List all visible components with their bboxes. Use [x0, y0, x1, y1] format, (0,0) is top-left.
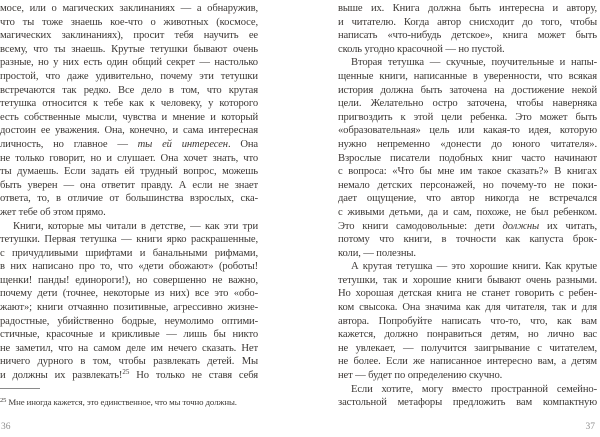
- text-line: не только говорит, но и слушает. Она хочет знать, что: [0, 152, 258, 164]
- text-line: встречаются так редко. Все дело в том, что крутая: [0, 84, 258, 96]
- text-line: быть уверен — она ответит правду. А если не знает: [0, 179, 258, 191]
- footnote-text: [0, 397, 258, 407]
- text-line: потому что книги, в точности как капуста брок-: [338, 234, 597, 246]
- text-line: выше их. Книга должна быть интересна и автору,: [338, 3, 597, 14]
- text-line: Взрослые писатели подобных книг часто начинают: [338, 152, 597, 164]
- text-line: «образовательная» цель или какая-то идея, которую: [338, 125, 597, 137]
- text-line: радостные, убийственно бодрые, неумолимо оптими-: [0, 315, 258, 327]
- text-line: с живыми детьми, да и сам, похоже, не был ребенком.: [338, 206, 597, 218]
- footnote-divider: [0, 388, 40, 389]
- left-page: [0, 0, 258, 437]
- text-line: и должны их развлекать!$^{25}$ Но только не ставя себя: [0, 368, 258, 382]
- right-page: [338, 0, 597, 437]
- text-line: ответа, то, в отличие от большинства взрослых, ска-: [0, 193, 258, 205]
- text-line: жет тебе об этом прямо.: [0, 206, 106, 218]
- text-line: тетушка относится к тебе как к человеку, у которого: [0, 98, 258, 110]
- text-line: немало детских персонажей, но почему-то не поки-: [338, 179, 597, 191]
- text-line: Это книги самодовольные: дети должны их читать,: [338, 220, 597, 232]
- text-line: жают»; книги отчаянно позитивные, агрессивно жизне-: [0, 302, 258, 314]
- text-line: коли, — полезны.: [338, 247, 416, 259]
- text-line: почему дети (точнее, некоторые из них) все это «обо-: [0, 288, 258, 300]
- text-line: автора. Попробуйте написать что-то, что, как вам: [338, 315, 597, 327]
- text-line: тетушки, так и хорошие книги бывают очень разными.: [338, 274, 597, 286]
- text-line: Книги, которые мы читали в детстве, — как эти три: [13, 220, 258, 232]
- text-line: пригвоздить к этой цели ребенка. Это может быть: [338, 111, 597, 123]
- text-line: тетушки. Первая тетушка — книги ярко раскрашенные,: [0, 234, 258, 246]
- footnote-marker: 25: [0, 397, 7, 404]
- text-line: есть собственные мысли, чувства и мнение и который: [0, 111, 258, 123]
- text-line: кажется, должно понравиться детям, но лично вас: [338, 329, 597, 341]
- text-lines: [338, 2, 597, 410]
- text-line: щенки! панды! единороги!), но совершенно не важно,: [0, 274, 258, 286]
- text-line: щенные книги, написанные в уверенности, что всякая: [338, 70, 597, 82]
- text-line: ничего дурного в том, чтобы развлекать детей. Мы: [0, 356, 258, 368]
- text-line: Если хотите, могу вместо пространной семейно-: [351, 383, 597, 395]
- text-line: А крутая тетушка — это хорошие книги. Как крутые: [351, 261, 597, 273]
- text-line: стичные, красочные и крикливые — лишь бы никто: [0, 329, 258, 341]
- text-line: дает ощущение, что автор никогда не встречался: [338, 193, 597, 205]
- text-line: написать «что-нибудь детское», книга может быть: [338, 30, 597, 42]
- text-line: история должна быть заточена на достижение некой: [338, 84, 597, 96]
- text-line: магических заклинаниях), просит тебя научить ее: [0, 30, 258, 42]
- text-line: сколь угодно красочной — но пустой.: [338, 43, 505, 55]
- text-line: и читателю. Когда автор снисходит до того, чтобы: [338, 16, 597, 28]
- text-line: не увлекает, — получится заигрывание с читателем,: [338, 342, 597, 354]
- text-line: простой, что даже удивительно, почему эти тетушки: [0, 70, 258, 82]
- text-line: мосе, или о магических заклинаниях — а обнаружив,: [0, 3, 258, 14]
- text-line: ты думаешь. Если задать ей трудный вопрос, можешь: [0, 166, 258, 178]
- text-line: нужно непременно «донести до юного читателя».: [338, 138, 597, 150]
- page-number-left: 36: [1, 422, 11, 432]
- text-line: в них написано про то, что «дети обожают» (роботы!: [0, 261, 258, 273]
- text-line: всему, что ты знаешь. Крутые тетушки бывают очень: [0, 43, 258, 55]
- text-line: застольной метафоры предложить вам компактную: [338, 397, 597, 409]
- footnote: [0, 388, 258, 407]
- text-line: разные, но у них есть один общий секрет — настолько: [0, 57, 258, 69]
- text-line: Вторая тетушка — скучные, поучительные и напы-: [351, 57, 597, 69]
- text-line: с вопроса: «Что бы мне им такое сказать?» В книгах: [338, 166, 597, 178]
- text-line: не более. Если же написанное интересно вам, а детям: [338, 356, 597, 368]
- text-line: достоин ее уважения. Она, конечно, и сама интересная: [0, 125, 258, 137]
- footnote-body: Мне иногда кажется, это единственное, что мы точно должны.: [8, 397, 237, 407]
- text-line: личность, но главное — ты ей интересен. Она: [0, 138, 258, 150]
- text-line: не заметил, что на самом деле им нечего сказать. Нет: [0, 342, 258, 354]
- text-line: с причудливыми шрифтами и банальными рифмами,: [0, 247, 258, 259]
- text-line: что ты тоже знаешь кое-что о животных (космосе,: [0, 16, 258, 28]
- text-lines: [0, 2, 258, 383]
- text-line: нет — будет по определению скучно.: [338, 370, 503, 382]
- text-line: цели. Желательно остро заточена, чтобы наверняка: [338, 98, 597, 110]
- text-line: Но хорошая детская книга не станет говорить с ребен-: [338, 288, 597, 300]
- page-number-right: 37: [585, 422, 595, 432]
- text-line: ком свысока. Она значима как для читателя, так и для: [338, 302, 597, 314]
